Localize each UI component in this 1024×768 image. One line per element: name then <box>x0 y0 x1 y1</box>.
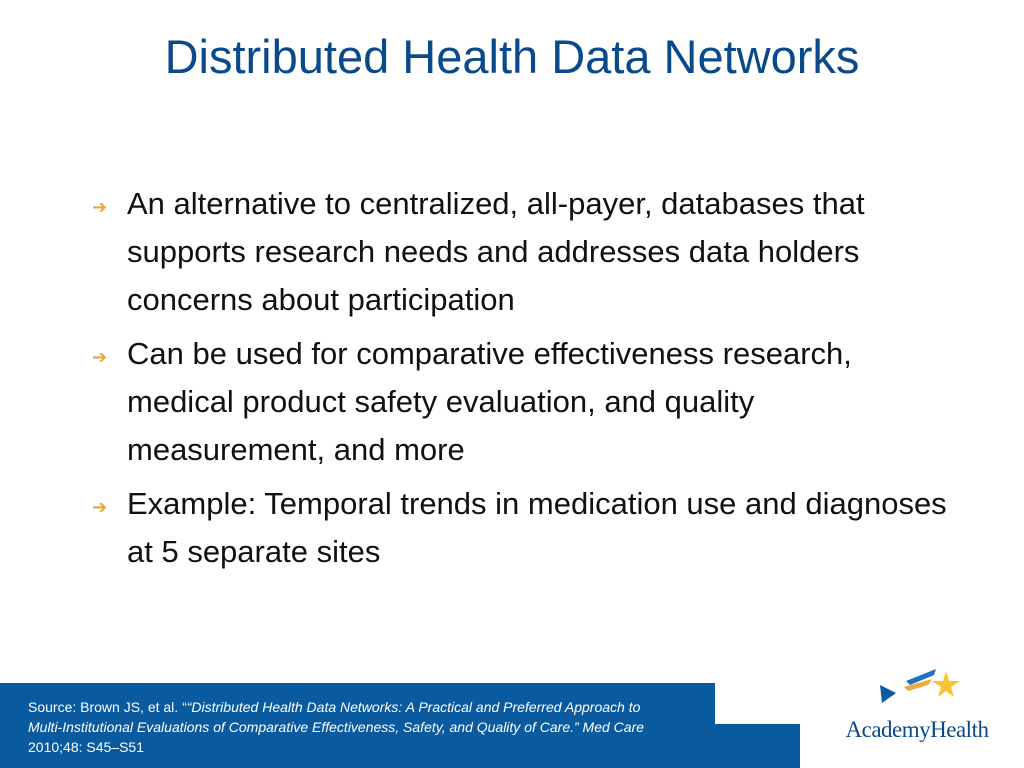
bullet-text: Can be used for comparative effectiveness research, medical product safety evaluation, and quality measurement, and more <box>127 336 852 467</box>
gold-star-icon <box>932 671 960 697</box>
arrow-right-icon: ➔ <box>92 197 108 217</box>
blue-triangle-icon <box>880 685 896 703</box>
arrow-right-icon: ➔ <box>92 347 108 367</box>
bullet-item <box>92 180 952 324</box>
source-suffix: 2010;48: S45–S51 <box>28 739 144 755</box>
source-title: “Distributed Health Data Networks: A Practical and Preferred Approach to Multi-Institutional Evaluations of Comparative Effectiveness, Safety, and Quality of Care.” Med Care <box>28 699 645 735</box>
bullet-item <box>92 330 952 474</box>
logo-text: AcademyHealth <box>845 717 989 742</box>
bullet-text: An alternative to centralized, all-payer, databases that supports research needs and addresses data holders concerns about participation <box>127 186 865 317</box>
slide-title: Distributed Health Data Networks <box>164 30 860 83</box>
footer-strip <box>715 724 800 768</box>
bullet-text: Example: Temporal trends in medication use and diagnoses at 5 separate sites <box>127 486 947 569</box>
bullet-item <box>92 480 952 576</box>
academyhealth-logo <box>832 663 1002 758</box>
source-citation <box>28 697 668 757</box>
bullet-list <box>92 180 952 582</box>
arrow-right-icon: ➔ <box>92 497 108 517</box>
academyhealth-stars-logo <box>876 663 966 715</box>
source-prefix: Source: Brown JS, et al. “ <box>28 699 187 715</box>
